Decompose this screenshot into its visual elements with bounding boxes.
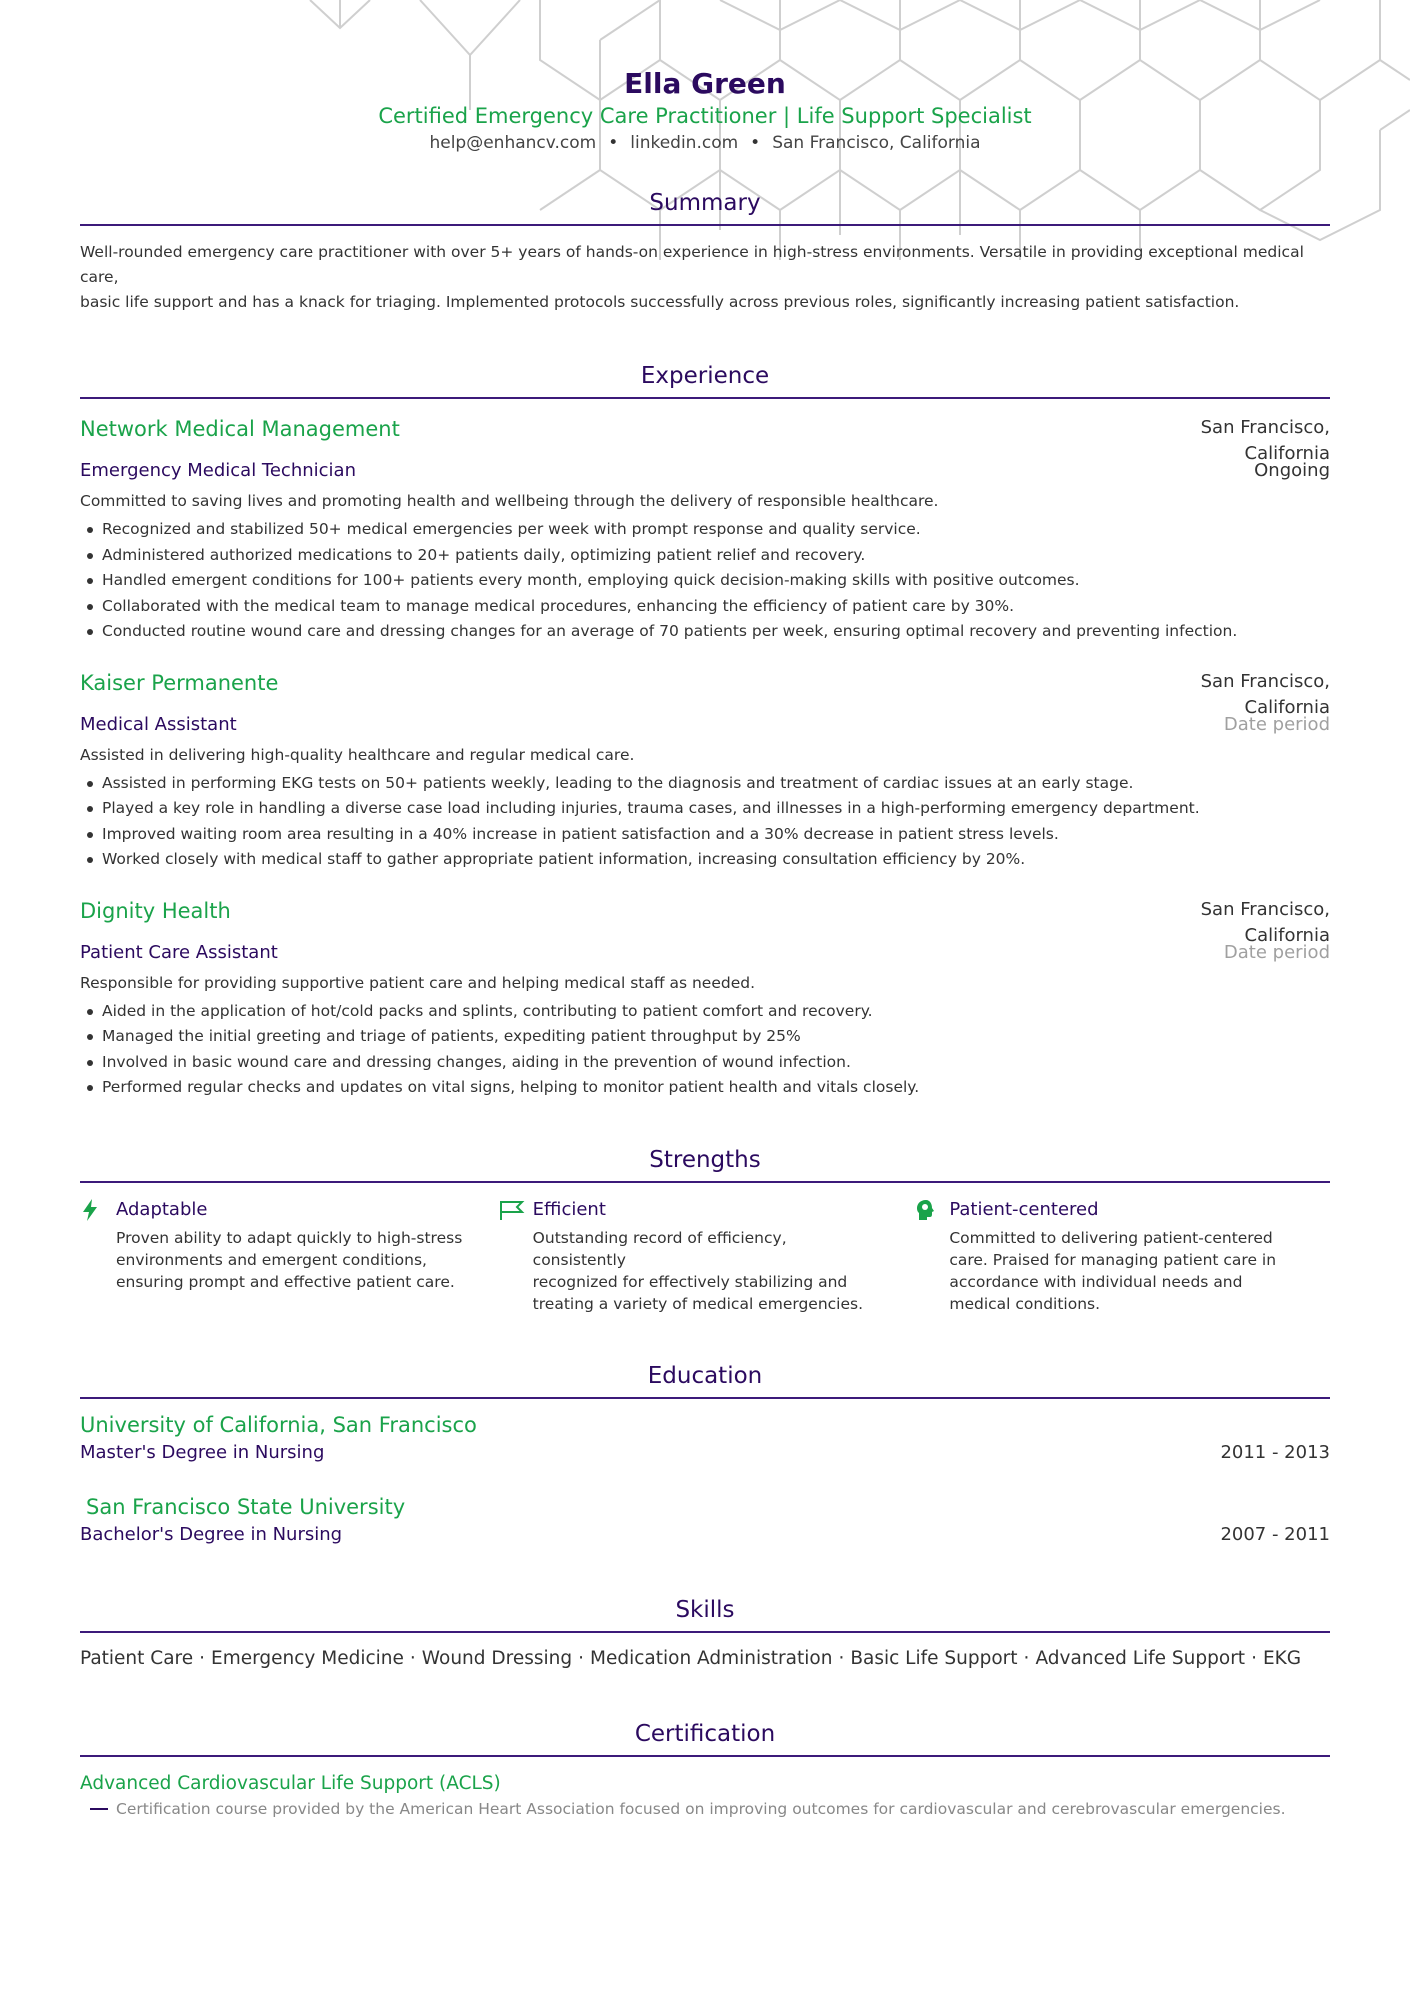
education-heading: Education (647, 1362, 763, 1389)
bullet-item: Assisted in performing EKG tests on 50+ patients weekly, leading to the diagnosis and treatment of cardiac issues at an early stage. (80, 771, 1330, 797)
job-state: California (1244, 924, 1330, 946)
school-name: University of California, San Francisco (80, 1412, 477, 1437)
job-period: Date period (1223, 941, 1330, 963)
job-role: Emergency Medical Technician (80, 460, 356, 481)
education-years: 2007 - 2011 (1220, 1523, 1330, 1545)
strength-title: Adaptable (116, 1198, 208, 1220)
section-divider (80, 1631, 1330, 1633)
education-section (80, 1361, 1330, 1549)
section-divider (80, 1755, 1330, 1757)
strength-line: medical conditions. (949, 1294, 1101, 1313)
job-city: San Francisco, (1200, 417, 1330, 438)
job-period: Ongoing (1254, 460, 1330, 481)
summary-line: Well-rounded emergency care practitioner with over 5+ years of hands-on experience in high-stress environments. Versatile in providing exceptional medical care, (80, 243, 1304, 286)
strength-body (116, 1197, 466, 1315)
strengths-section (80, 1145, 1330, 1315)
job-bullets (80, 517, 1330, 645)
job-description: Assisted in delivering high-quality healthcare and regular medical care. (80, 745, 635, 764)
job-period: Date period (1223, 713, 1330, 735)
strength-text (533, 1227, 883, 1315)
bullet-item: Conducted routine wound care and dressing changes for an average of 70 patients per week, ensuring optimal recovery and preventing infection. (80, 619, 1330, 645)
bullet-item: Administered authorized medications to 20+ patients daily, optimizing patient relief and recovery. (80, 543, 1330, 569)
bullet-item: Aided in the application of hot/cold packs and splints, contributing to patient comfort and recovery. (80, 999, 1330, 1025)
experience-section (80, 361, 1330, 1101)
strength-title: Efficient (532, 1198, 606, 1220)
job-description: Responsible for providing supportive patient care and helping medical staff as needed. (80, 973, 755, 992)
job-entry (80, 415, 1330, 645)
education-years: 2011 - 2013 (1220, 1441, 1330, 1463)
strength-item (80, 1197, 497, 1315)
section-divider (80, 1181, 1330, 1183)
bullet-item: Managed the initial greeting and triage of patients, expediting patient throughput by 25% (80, 1024, 1330, 1050)
skill-separator: · (1023, 1647, 1030, 1669)
job-bullets (80, 999, 1330, 1101)
job-entry (80, 897, 1330, 1101)
section-divider (80, 1397, 1330, 1399)
section-divider (80, 397, 1330, 399)
education-row (80, 1521, 1330, 1549)
strength-line: Committed to delivering patient-centered (949, 1228, 1273, 1247)
skill-separator: · (1251, 1647, 1257, 1669)
skill-item: Emergency Medicine (211, 1647, 404, 1669)
skill-item: Patient Care (80, 1647, 194, 1669)
certification-description-row (80, 1797, 1330, 1821)
summary-section (80, 188, 1330, 315)
company-name: Network Medical Management (80, 417, 400, 441)
strength-body (949, 1197, 1299, 1315)
education-entry (80, 1411, 1330, 1467)
skills-section (80, 1595, 1330, 1673)
strength-line: environments and emergent conditions, (116, 1250, 427, 1269)
summary-heading: Summary (649, 190, 761, 216)
strength-text (949, 1227, 1299, 1315)
degree-name: Bachelor's Degree in Nursing (80, 1523, 343, 1545)
strength-text (116, 1227, 466, 1293)
job-description: Committed to saving lives and promoting health and wellbeing through the delivery of responsible healthcare. (80, 492, 939, 510)
job-state: California (1244, 443, 1330, 464)
school-name: San Francisco State University (86, 1494, 406, 1519)
skill-item: Basic Life Support (850, 1647, 1018, 1669)
strengths-grid (80, 1197, 1330, 1315)
company-name: Dignity Health (80, 898, 231, 923)
bullet-item: Played a key role in handling a diverse case load including injuries, trauma cases, and illnesses in a high-performing emergency department. (80, 796, 1330, 822)
job-bullets (80, 771, 1330, 873)
job-role-row (80, 711, 1330, 739)
strengths-heading: Strengths (649, 1146, 761, 1173)
summary-line: basic life support and has a knack for triaging. Implemented protocols successfully across previous roles, significantly increasing patient satisfaction. (80, 293, 1240, 311)
contact-line (80, 130, 1330, 156)
dash-marker (90, 1808, 108, 1810)
skill-separator: · (409, 1647, 416, 1669)
bullet-item: Involved in basic wound care and dressing changes, aiding in the prevention of wound infection. (80, 1050, 1330, 1076)
certification-description: Certification course provided by the American Heart Association focused on improving outcomes for cardiovascular and cerebrovascular emergencies. (116, 1799, 1286, 1818)
certification-heading: Certification (634, 1720, 776, 1747)
skill-item: EKG (1262, 1647, 1302, 1669)
strength-line: Outstanding record of efficiency, consistently (532, 1228, 787, 1269)
job-city: San Francisco, (1200, 898, 1330, 920)
strength-body (533, 1197, 883, 1315)
skill-item: Wound Dressing (421, 1647, 573, 1669)
summary-text (80, 240, 1330, 315)
skill-item: Medication Administration (590, 1647, 833, 1669)
bullet-item: Worked closely with medical staff to gather appropriate patient information, increasing consultation efficiency by 20%. (80, 847, 1330, 873)
candidate-title: Certified Emergency Care Practitioner | Life Support Specialist (378, 104, 1032, 128)
job-state: California (1244, 696, 1330, 718)
candidate-name: Ella Green (624, 67, 786, 100)
linkedin-link[interactable]: linkedin.com (630, 133, 739, 153)
bullet-item: Performed regular checks and updates on vital signs, helping to monitor patient health and vitals closely. (80, 1075, 1330, 1101)
skills-heading: Skills (675, 1596, 735, 1623)
skills-list (80, 1645, 1330, 1673)
skill-separator: · (199, 1647, 206, 1669)
degree-name: Master's Degree in Nursing (80, 1441, 325, 1463)
strength-line: ensuring prompt and effective patient care. (116, 1272, 455, 1291)
bullet-item: Improved waiting room area resulting in a 40% increase in patient satisfaction and a 30% decrease in patient stress levels. (80, 822, 1330, 848)
job-role: Medical Assistant (80, 713, 237, 735)
company-name: Kaiser Permanente (80, 670, 279, 695)
separator-dot: • (608, 133, 619, 153)
job-role-row (80, 939, 1330, 967)
head-brain-icon (913, 1197, 949, 1223)
section-divider (80, 224, 1330, 226)
strength-line: Proven ability to adapt quickly to high-stress (116, 1228, 463, 1247)
skill-separator: · (578, 1647, 584, 1669)
resume-header (80, 0, 1330, 156)
skill-item: Advanced Life Support (1035, 1647, 1246, 1669)
experience-heading: Experience (640, 363, 770, 389)
flag-icon (497, 1197, 533, 1223)
job-role: Patient Care Assistant (80, 941, 278, 963)
strength-line: accordance with individual needs and (949, 1272, 1243, 1291)
job-city: San Francisco, (1200, 670, 1330, 692)
lightning-bolt-icon (80, 1197, 116, 1223)
strength-line: treating a variety of medical emergencies. (532, 1294, 864, 1313)
bullet-item: Handled emergent conditions for 100+ patients every month, employing quick decision-making skills with positive outcomes. (80, 568, 1330, 594)
job-role-row (80, 457, 1330, 485)
education-entry (80, 1493, 1330, 1549)
strength-title: Patient-centered (949, 1198, 1099, 1220)
bullet-item: Recognized and stabilized 50+ medical emergencies per week with prompt response and quality service. (80, 517, 1330, 543)
bullet-item: Collaborated with the medical team to manage medical procedures, enhancing the efficiency of patient care by 30%. (80, 594, 1330, 620)
skill-separator: · (838, 1647, 845, 1669)
certification-name: Advanced Cardiovascular Life Support (ACLS) (80, 1772, 501, 1794)
location-text: San Francisco, California (772, 133, 981, 153)
job-entry (80, 669, 1330, 873)
strength-item (497, 1197, 914, 1315)
resume-page (80, 0, 1330, 1821)
strength-line: care. Praised for managing patient care in (949, 1250, 1277, 1269)
education-row (80, 1439, 1330, 1467)
certification-section (80, 1719, 1330, 1821)
strength-line: recognized for effectively stabilizing and (532, 1272, 848, 1291)
strength-item (913, 1197, 1330, 1315)
separator-dot: • (750, 133, 761, 153)
email-link[interactable]: help@enhancv.com (429, 133, 597, 153)
